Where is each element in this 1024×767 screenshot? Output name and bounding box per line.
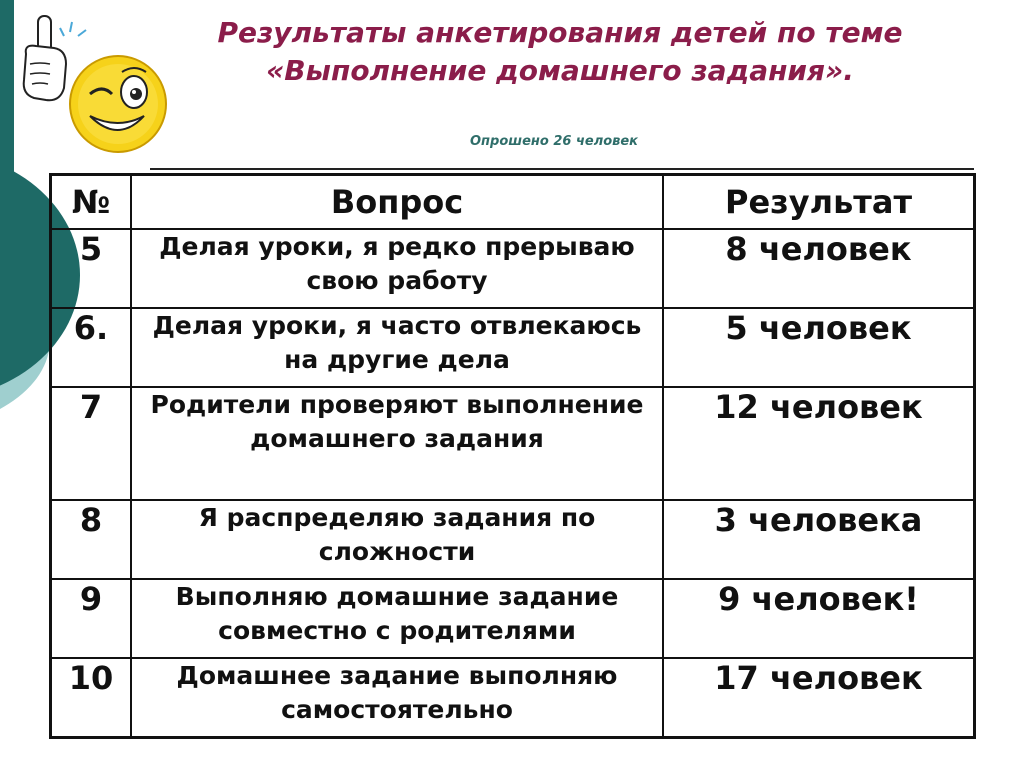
- title-line-2: «Выполнение домашнего задания».: [266, 54, 854, 87]
- row-question: Я распределяю задания по сложности: [131, 500, 663, 579]
- winking-smiley-pointing-finger-icon: [10, 14, 170, 154]
- title-line-1: Результаты анкетирования детей по теме: [217, 16, 903, 49]
- table-row: [51, 500, 975, 579]
- row-result: 17 человек: [663, 658, 975, 738]
- row-question: Выполняю домашние задание совместно с родителями: [131, 579, 663, 658]
- row-number: 6.: [51, 308, 132, 387]
- header-result: Результат: [663, 175, 975, 230]
- table-row: [51, 229, 975, 308]
- row-result: 3 человека: [663, 500, 975, 579]
- row-result: 5 человек: [663, 308, 975, 387]
- row-number: 7: [51, 387, 132, 500]
- row-question: Делая уроки, я часто отвлекаюсь на другие дела: [131, 308, 663, 387]
- row-number: 5: [51, 229, 132, 308]
- row-result: 12 человек: [663, 387, 975, 500]
- row-question: Делая уроки, я редко прерываю свою работу: [131, 229, 663, 308]
- survey-results-table: [49, 173, 976, 739]
- respondents-count: Опрошено 26 человек: [470, 134, 639, 149]
- table-row: [51, 308, 975, 387]
- header-number: №: [51, 175, 132, 230]
- table-header-row: [51, 175, 975, 230]
- page-title: [150, 14, 970, 90]
- table-row: [51, 579, 975, 658]
- row-number: 9: [51, 579, 132, 658]
- table-row: [51, 387, 975, 500]
- row-result: 9 человек!: [663, 579, 975, 658]
- row-number: 8: [51, 500, 132, 579]
- header-question: Вопрос: [131, 175, 663, 230]
- row-result: 8 человек: [663, 229, 975, 308]
- row-question: Родители проверяют выполнение домашнего задания: [131, 387, 663, 500]
- row-number: 10: [51, 658, 132, 738]
- divider: [150, 168, 974, 170]
- row-question: Домашнее задание выполняю самостоятельно: [131, 658, 663, 738]
- table-row: [51, 658, 975, 738]
